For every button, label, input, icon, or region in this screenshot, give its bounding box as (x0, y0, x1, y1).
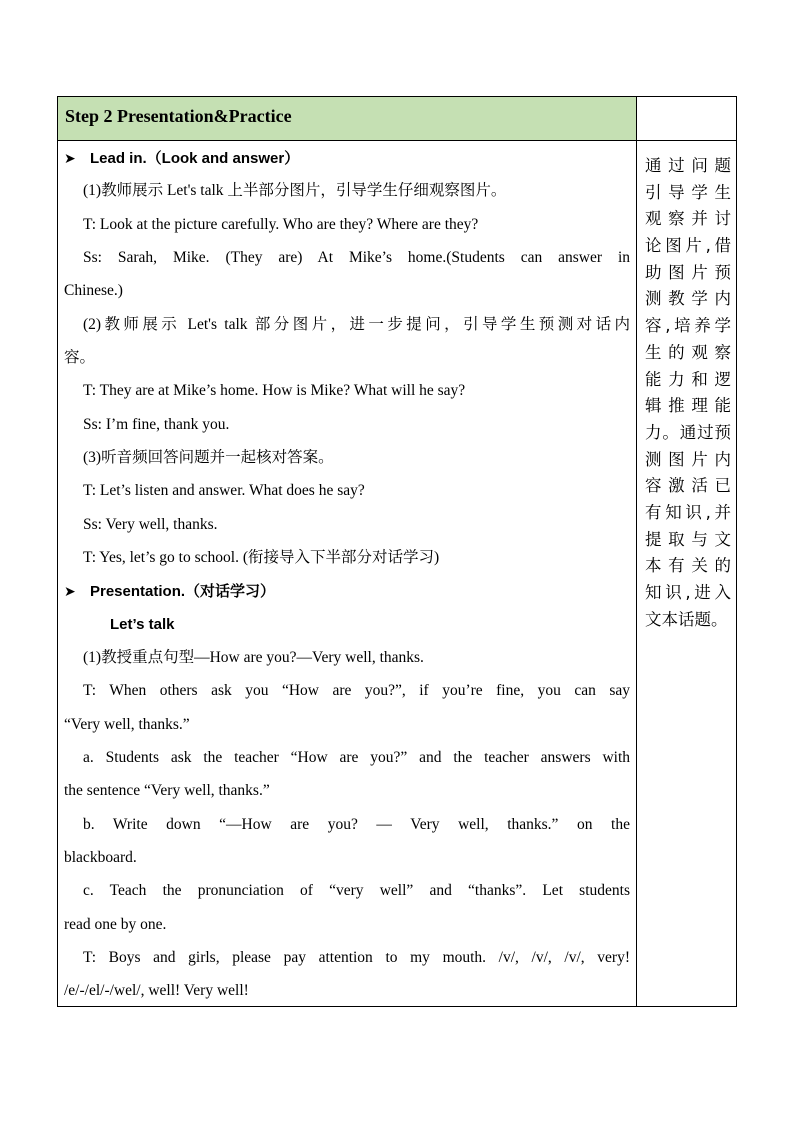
presentation-line: T: When others ask you “How are you?”, if you’re fine, you can say (83, 682, 630, 699)
lead-in-heading (64, 148, 630, 169)
bullet-arrow-icon: ➤ (64, 150, 76, 166)
note-line: 能力和逻 (645, 369, 731, 389)
lead-in-heading-text: Lead in.（Look and answer） (90, 150, 300, 167)
note-line: 文本话题。 (645, 609, 728, 629)
lesson-table (57, 96, 737, 1007)
note-line: 生的观察 (645, 342, 731, 362)
lead-in-line: 容。 (64, 349, 96, 366)
lead-in-line: Ss: I’m fine, thank you. (83, 416, 230, 433)
presentation-line: a. Students ask the teacher “How are you?” and the teacher answers with (83, 749, 630, 766)
presentation-line: blackboard. (64, 849, 137, 866)
note-line: 本有关的 (645, 556, 731, 576)
lead-in-line: (2)教师展示 Let's talk 部分图片，进一步提问，引导学生预测对话内 (83, 316, 630, 333)
note-line: 测图片内 (645, 449, 731, 469)
note-line: 提取与文 (645, 529, 731, 549)
presentation-line: c. Teach the pronunciation of “very well” and “thanks”. Let students (83, 882, 630, 899)
presentation-subheading: Let’s talk (110, 616, 175, 633)
note-line: 容激活已 (645, 476, 731, 496)
presentation-line: b. Write down “—How are you? — Very well, thanks.” on the (83, 816, 630, 833)
note-line: 辑推理能 (645, 396, 731, 416)
bullet-arrow-icon: ➤ (64, 583, 76, 599)
presentation-line: “Very well, thanks.” (64, 716, 190, 733)
note-line: 助图片预 (645, 262, 731, 282)
presentation-line: /e/-/el/-/wel/, well! Very well! (64, 982, 249, 999)
lead-in-line: T: They are at Mike’s home. How is Mike? What will he say? (83, 382, 466, 399)
lead-in-line: Ss: Very well, thanks. (83, 516, 218, 533)
design-intent-cell (637, 141, 737, 1007)
note-line: 容,培养学 (645, 316, 731, 336)
note-line: 论图片,借 (645, 236, 731, 256)
note-line: 引导学生 (645, 182, 731, 202)
note-line: 通过问题 (645, 156, 731, 175)
design-intent-note (645, 153, 731, 633)
lead-in-line: T: Yes, let’s go to school. (衔接导入下半部分对话学习) (83, 549, 440, 566)
note-line: 知识,进入 (645, 583, 731, 602)
note-line: 观察并讨 (645, 209, 731, 229)
presentation-line: (1)教授重点句型—How are you?—Very well, thanks. (83, 649, 424, 666)
lead-in-line: Chinese.) (64, 282, 123, 299)
lead-in-line: (3)听音频回答问题并一起核对答案。 (83, 449, 334, 466)
presentation-line: read one by one. (64, 916, 167, 933)
presentation-heading-text: Presentation.（对话学习） (90, 583, 276, 600)
lead-in-line: Ss: Sarah, Mike. (They are) At Mike’s home.(Students can answer in (83, 249, 630, 266)
lead-in-line: T: Let’s listen and answer. What does he say? (83, 482, 365, 499)
procedure-cell (58, 141, 637, 1007)
header-note-cell (637, 97, 737, 141)
presentation-line: T: Boys and girls, please pay attention to my mouth. /v/, /v/, /v/, very! (83, 949, 630, 966)
note-line: 力。通过预 (645, 422, 731, 442)
step-header-cell (58, 97, 637, 141)
presentation-line: the sentence “Very well, thanks.” (64, 782, 270, 799)
lead-in-line: (1)教师展示 Let's talk 上半部分图片，引导学生仔细观察图片。 (83, 182, 507, 199)
presentation-heading (64, 581, 630, 602)
lead-in-line: T: Look at the picture carefully. Who are they? Where are they? (83, 216, 479, 233)
note-line: 测教学内 (645, 289, 731, 309)
note-line: 有知识,并 (645, 502, 731, 522)
step-title: Step 2 Presentation&Practice (65, 106, 292, 126)
